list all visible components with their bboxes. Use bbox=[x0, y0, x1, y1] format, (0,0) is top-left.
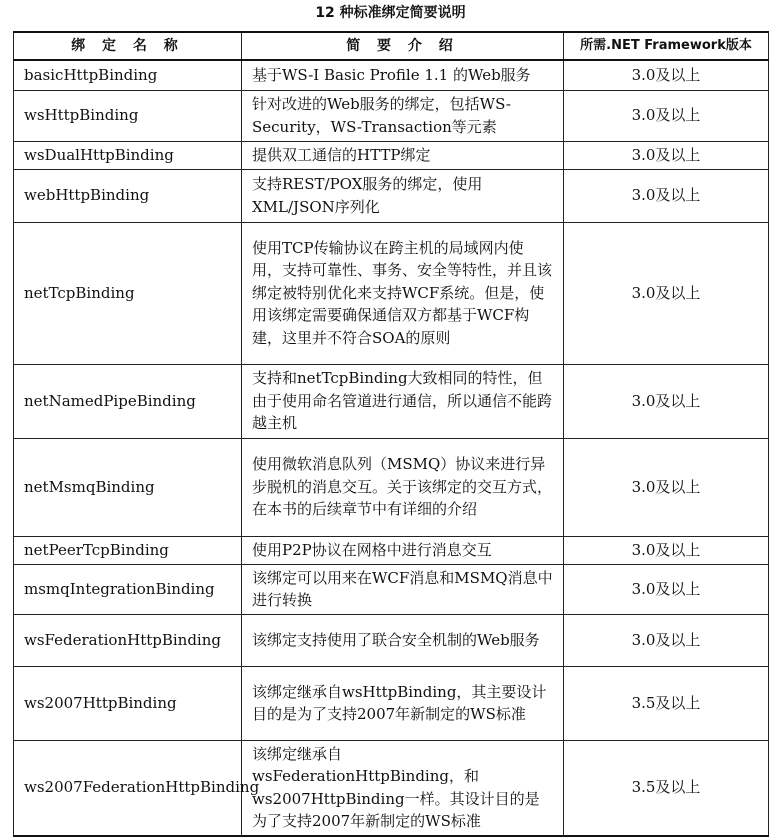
binding-description: 支持和netTcpBinding大致相同的特性，但由于使用命名管道进行通信，所以通信不能跨越主机 bbox=[242, 364, 564, 438]
binding-description: 针对改进的Web服务的绑定，包括WS-Security，WS-Transaction等元素 bbox=[242, 90, 564, 141]
binding-description: 该绑定支持使用了联合安全机制的Web服务 bbox=[242, 614, 564, 666]
table-row bbox=[14, 564, 769, 614]
binding-name: basicHttpBinding bbox=[14, 60, 242, 90]
header-row bbox=[14, 32, 769, 60]
framework-version: 3.0及以上 bbox=[564, 60, 769, 90]
table-row bbox=[14, 666, 769, 740]
binding-description: 基于WS-I Basic Profile 1.1 的Web服务 bbox=[242, 60, 564, 90]
bindings-table bbox=[13, 31, 769, 837]
table-row bbox=[14, 60, 769, 90]
table-row bbox=[14, 90, 769, 141]
binding-name: netNamedPipeBinding bbox=[14, 364, 242, 438]
binding-name: webHttpBinding bbox=[14, 169, 242, 222]
header-binding-name: 绑 定 名 称 bbox=[14, 32, 242, 60]
binding-description: 使用微软消息队列（MSMQ）协议来进行异步脱机的消息交互。关于该绑定的交互方式，在本书的后续章节中有详细的介绍 bbox=[242, 438, 564, 536]
table-row bbox=[14, 438, 769, 536]
framework-version: 3.0及以上 bbox=[564, 364, 769, 438]
framework-version: 3.5及以上 bbox=[564, 666, 769, 740]
table-title: 12 种标准绑定简要说明 bbox=[315, 5, 466, 21]
binding-name: ws2007HttpBinding bbox=[14, 666, 242, 740]
framework-version: 3.0及以上 bbox=[564, 536, 769, 564]
binding-description: 该绑定继承自wsFederationHttpBinding，和ws2007HttpBinding一样。其设计目的是为了支持2007年新制定的WS标准 bbox=[242, 740, 564, 836]
binding-name: wsFederationHttpBinding bbox=[14, 614, 242, 666]
binding-name: wsHttpBinding bbox=[14, 90, 242, 141]
binding-name: netTcpBinding bbox=[14, 222, 242, 364]
table-row bbox=[14, 364, 769, 438]
framework-version: 3.5及以上 bbox=[564, 740, 769, 836]
framework-version: 3.0及以上 bbox=[564, 564, 769, 614]
binding-description: 该绑定继承自wsHttpBinding，其主要设计目的是为了支持2007年新制定的WS标准 bbox=[242, 666, 564, 740]
table-row bbox=[14, 614, 769, 666]
header-description: 简 要 介 绍 bbox=[242, 32, 564, 60]
binding-name: wsDualHttpBinding bbox=[14, 141, 242, 169]
framework-version: 3.0及以上 bbox=[564, 614, 769, 666]
framework-version: 3.0及以上 bbox=[564, 141, 769, 169]
table-row bbox=[14, 141, 769, 169]
header-framework-version: 所需.NET Framework版本 bbox=[564, 32, 769, 60]
binding-description: 使用TCP传输协议在跨主机的局域网内使用，支持可靠性、事务、安全等特性，并且该绑定被特别优化来支持WCF系统。但是，使用该绑定需要确保通信双方都基于WCF构建，这里并不符合SOA的原则 bbox=[242, 222, 564, 364]
framework-version: 3.0及以上 bbox=[564, 222, 769, 364]
table-row bbox=[14, 222, 769, 364]
framework-version: 3.0及以上 bbox=[564, 169, 769, 222]
binding-description: 使用P2P协议在网格中进行消息交互 bbox=[242, 536, 564, 564]
framework-version: 3.0及以上 bbox=[564, 438, 769, 536]
table-row bbox=[14, 169, 769, 222]
binding-name: msmqIntegrationBinding bbox=[14, 564, 242, 614]
table-row bbox=[14, 536, 769, 564]
binding-name: ws2007FederationHttpBinding bbox=[14, 740, 242, 836]
binding-name: netMsmqBinding bbox=[14, 438, 242, 536]
binding-description: 支持REST/POX服务的绑定，使用XML/JSON序列化 bbox=[242, 169, 564, 222]
binding-name: netPeerTcpBinding bbox=[14, 536, 242, 564]
binding-description: 该绑定可以用来在WCF消息和MSMQ消息中进行转换 bbox=[242, 564, 564, 614]
binding-description: 提供双工通信的HTTP绑定 bbox=[242, 141, 564, 169]
table-row bbox=[14, 740, 769, 836]
framework-version: 3.0及以上 bbox=[564, 90, 769, 141]
